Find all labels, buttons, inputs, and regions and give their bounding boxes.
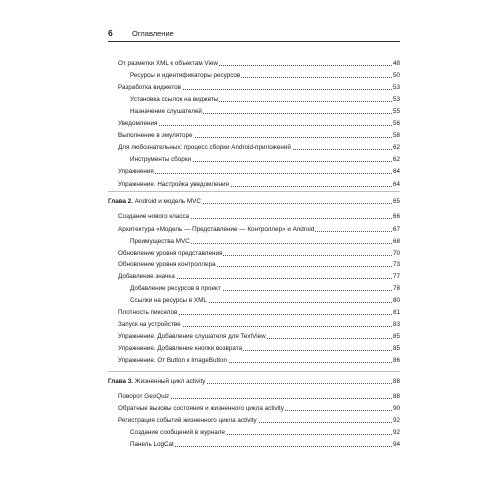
toc-page-number: 64 bbox=[392, 168, 400, 175]
toc-entry[interactable] bbox=[108, 284, 400, 294]
chapter-label: Глава 2. bbox=[108, 198, 134, 205]
toc-entry[interactable] bbox=[108, 167, 400, 177]
toc-page-number: 85 bbox=[392, 345, 400, 352]
toc-entry-title: Ресурсы и идентификаторы ресурсов bbox=[130, 72, 241, 79]
toc-page-number: 56 bbox=[392, 120, 400, 127]
toc-page-number: 80 bbox=[392, 297, 400, 304]
toc-entry-title: Для любознательных: процесс сборки Android-приложений bbox=[118, 144, 291, 151]
toc-entry[interactable] bbox=[108, 308, 400, 318]
toc-page-number: 92 bbox=[392, 429, 400, 436]
toc-entry[interactable] bbox=[108, 404, 400, 414]
toc-entry-title: Запуск на устройстве bbox=[118, 321, 181, 328]
toc-entry-title: Плотность пикселов bbox=[118, 309, 178, 316]
toc-entry-title: Упражнение. От Button к ImageButton bbox=[118, 357, 228, 364]
toc-chapter-entry[interactable] bbox=[108, 197, 400, 207]
toc-entry-title: Инструменты сборки bbox=[130, 156, 192, 163]
toc-entry-title: Назначение слушателей bbox=[130, 108, 202, 115]
toc-entry-title: Выполнение в эмуляторе bbox=[118, 132, 193, 139]
toc-entry-title: Создание нового класса bbox=[118, 213, 190, 220]
toc-entry-title: Поворот GeoQuiz bbox=[118, 393, 170, 400]
toc-entry-title: Обновление уровня представления bbox=[118, 250, 223, 257]
toc-entry[interactable] bbox=[108, 440, 400, 450]
toc-entry-title: Разработка виджетов bbox=[118, 84, 182, 91]
toc-page-number: 90 bbox=[392, 405, 400, 412]
toc-page-number: 58 bbox=[392, 132, 400, 139]
toc-entry-title: Упражнение. Настройка уведомления bbox=[118, 181, 229, 188]
toc-entry[interactable] bbox=[108, 180, 400, 190]
toc-page-number: 78 bbox=[392, 285, 400, 292]
toc-page-number: 70 bbox=[392, 250, 400, 257]
toc-chapter-entry[interactable] bbox=[108, 377, 400, 387]
toc-page-number: 88 bbox=[392, 378, 400, 385]
toc-page-number: 73 bbox=[392, 261, 400, 268]
toc-page-number: 62 bbox=[392, 144, 400, 151]
toc-page-number: 86 bbox=[392, 357, 400, 364]
dot-leader bbox=[118, 173, 400, 174]
toc-entry[interactable] bbox=[108, 392, 400, 402]
chapter-title: Жизненный цикл activity bbox=[133, 378, 206, 385]
toc-entry[interactable] bbox=[108, 272, 400, 282]
toc-entry[interactable] bbox=[108, 260, 400, 270]
toc-chapter-heading bbox=[108, 377, 206, 387]
toc-page-number: 62 bbox=[392, 156, 400, 163]
toc-entry[interactable] bbox=[108, 332, 400, 342]
toc-page-number: 48 bbox=[392, 60, 400, 67]
toc-entry[interactable] bbox=[108, 344, 400, 354]
toc-page-number: 65 bbox=[392, 198, 400, 205]
toc-page-number: 68 bbox=[392, 238, 400, 245]
toc-entry-title: От разметки XML к объектам View bbox=[118, 60, 218, 67]
toc-entry[interactable] bbox=[108, 320, 400, 330]
toc-entry-title: Архитектура «Модель — Представление — Контроллер» и Android bbox=[118, 226, 315, 233]
toc-entry-title: Установка ссылок на виджеты bbox=[130, 96, 219, 103]
chapter-title: Android и модель MVC bbox=[133, 198, 201, 205]
toc-page-number: 66 bbox=[392, 213, 400, 220]
running-header bbox=[108, 28, 400, 42]
toc-page-number: 88 bbox=[392, 393, 400, 400]
toc-entry[interactable] bbox=[108, 428, 400, 438]
toc-page-number: 81 bbox=[392, 309, 400, 316]
toc-entry-title: Упражнения bbox=[118, 168, 154, 175]
toc-entry[interactable] bbox=[108, 143, 400, 153]
header-rule bbox=[108, 41, 400, 42]
toc-entry[interactable] bbox=[108, 296, 400, 306]
toc-entry[interactable] bbox=[108, 356, 400, 366]
toc-entry[interactable] bbox=[108, 131, 400, 141]
header-title: Оглавление bbox=[132, 29, 174, 38]
chapter-separator bbox=[108, 371, 400, 372]
toc-page-number: 85 bbox=[392, 333, 400, 340]
toc-entry[interactable] bbox=[108, 107, 400, 117]
toc-entry[interactable] bbox=[108, 83, 400, 93]
toc-entry[interactable] bbox=[108, 225, 400, 235]
toc-page-number: 92 bbox=[392, 417, 400, 424]
toc-entry[interactable] bbox=[108, 95, 400, 105]
toc-page-number: 55 bbox=[392, 108, 400, 115]
toc-chapter-heading bbox=[108, 197, 202, 207]
toc-entry[interactable] bbox=[108, 237, 400, 247]
toc-page-number: 50 bbox=[392, 72, 400, 79]
toc-page-number: 77 bbox=[392, 273, 400, 280]
toc-entry-title: Упражнение. Добавление кнопки возврата bbox=[118, 345, 243, 352]
toc-entry[interactable] bbox=[108, 71, 400, 81]
toc-entry[interactable] bbox=[108, 416, 400, 426]
toc-entry[interactable] bbox=[108, 59, 400, 69]
dot-leader bbox=[118, 125, 400, 126]
toc-entry[interactable] bbox=[108, 212, 400, 222]
toc-page-number: 94 bbox=[392, 441, 400, 448]
toc-entry-title: Добавление ресурсов в проект bbox=[130, 285, 221, 292]
toc-entry-title: Упражнение. Добавление слушателя для TextView bbox=[118, 333, 266, 340]
toc-entry-title: Регистрация событий жизненного цикла activity bbox=[118, 417, 257, 424]
page-number: 6 bbox=[108, 28, 113, 38]
chapter-separator bbox=[108, 191, 400, 192]
toc-entry[interactable] bbox=[108, 155, 400, 165]
toc-entry-title: Ссылки на ресурсы в XML bbox=[130, 297, 207, 304]
toc-entry-title: Добавление значка bbox=[118, 273, 175, 280]
toc-entry[interactable] bbox=[108, 119, 400, 129]
toc-entry-title: Панель LogCat bbox=[130, 441, 174, 448]
toc-entry-title: Преимущества MVC bbox=[130, 238, 190, 245]
toc-page-number: 53 bbox=[392, 96, 400, 103]
toc-entry-title: Обновление уровня контроллера bbox=[118, 261, 216, 268]
toc-page-number: 53 bbox=[392, 84, 400, 91]
toc-entry-title: Обратные вызовы состояния и жизненного цикла activity bbox=[118, 405, 284, 412]
toc-page-number: 67 bbox=[392, 226, 400, 233]
toc-entry-title: Уведомления bbox=[118, 120, 158, 127]
toc-page-number: 64 bbox=[392, 181, 400, 188]
toc-entry-title: Создание сообщений в журнале bbox=[130, 429, 225, 436]
chapter-label: Глава 3. bbox=[108, 378, 134, 385]
toc-entry[interactable] bbox=[108, 249, 400, 259]
toc-page-number: 83 bbox=[392, 321, 400, 328]
